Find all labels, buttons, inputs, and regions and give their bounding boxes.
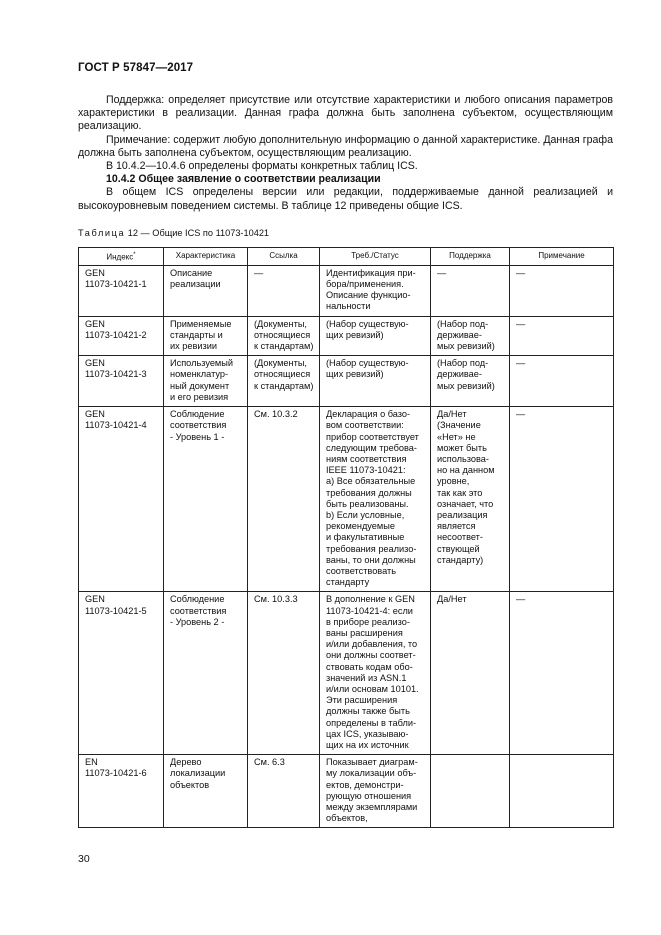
cell-reference: См. 10.3.2 (248, 407, 320, 592)
cell-characteristic: Дерево локализации объектов (164, 755, 248, 828)
section-paragraph: В общем ICS определены версии или редакции, поддерживаемые данной реализацией и высокоуровневым поведением системы. В таблице 12 приведены общие ICS. (78, 186, 613, 212)
cell-index: EN 11073-10421-6 (79, 755, 164, 828)
cell-characteristic: Соблюдение соответствия - Уровень 1 - (164, 407, 248, 592)
cell-support (431, 755, 510, 828)
column-header-reference: Ссылка (248, 248, 320, 266)
table-row (79, 265, 614, 316)
cell-reference: См. 10.3.3 (248, 592, 320, 755)
column-header-status: Треб./Статус (320, 248, 431, 266)
cell-index: GEN 11073-10421-1 (79, 265, 164, 316)
cell-status: Декларация о базо- вом соответствии: прибор соответствует следующим требова- ниям соответствия IEEE 11073-10421: a) Все обязательные требования должны быть реализованы. b) Если условные, рекомендуемые и факультативные требования реализо- ваны, то они должны соответствовать стандарту (320, 407, 431, 592)
cell-reference: (Документы, относящиеся к стандартам) (248, 356, 320, 407)
cell-index: GEN 11073-10421-2 (79, 316, 164, 356)
page-number: 30 (78, 853, 90, 865)
table-row (79, 592, 614, 755)
cell-characteristic: Применяемые стандарты и их ревизии (164, 316, 248, 356)
cell-reference: См. 6.3 (248, 755, 320, 828)
ics-table (78, 247, 614, 828)
paragraph-support: Поддержка: определяет присутствие или отсутствие характеристики и любого описания параметров характеристики в реализации. Данная графа должна быть заполнена субъектом, осуществляющим реализацию. (78, 94, 613, 133)
paragraph-note: Примечание: содержит любую дополнительную информацию о данной характеристике. Данная графа должна быть заполнена субъектом, осуществляющим реализацию. (78, 133, 613, 159)
cell-reference: — (248, 265, 320, 316)
body-text (78, 94, 613, 213)
cell-support: (Набор под- держивае- мых ревизий) (431, 356, 510, 407)
cell-note: — (510, 265, 614, 316)
cell-support: Да/Нет (Значение «Нет» не может быть использова- но на данном уровне, так как это означает, что реализация является несоответ- ствующей стандарту) (431, 407, 510, 592)
cell-status: (Набор существую- щих ревизий) (320, 356, 431, 407)
table-row (79, 356, 614, 407)
table-caption-word: Таблица (78, 228, 126, 238)
paragraph-formats: В 10.4.2—10.4.6 определены форматы конкретных таблиц ICS. (106, 160, 418, 173)
cell-characteristic: Описание реализации (164, 265, 248, 316)
table-row (79, 316, 614, 356)
column-header-characteristic: Характеристика (164, 248, 248, 266)
cell-status: Показывает диаграм- му локализации объ- ектов, демонстри- рующую отношения между экземплярами объектов, (320, 755, 431, 828)
cell-status: Идентификация при- бора/применения. Описание функцио- нальности (320, 265, 431, 316)
section-heading: 10.4.2 Общее заявление о соответствии реализации (106, 173, 381, 186)
cell-characteristic: Соблюдение соответствия - Уровень 2 - (164, 592, 248, 755)
cell-note: — (510, 407, 614, 592)
cell-support: (Набор под- держивае- мых ревизий) (431, 316, 510, 356)
cell-reference: (Документы, относящиеся к стандартам) (248, 316, 320, 356)
cell-status: (Набор существую- щих ревизий) (320, 316, 431, 356)
table-row (79, 755, 614, 828)
cell-status: В дополнение к GEN 11073-10421-4: если в приборе реализо- ваны расширения и/или добавления, то они должны соответ- ствовать кодам обо- значений из ASN.1 и/или основам 10101. Эти расширения должны также быть определены в табли- цах ICS, указываю- щих на их источник (320, 592, 431, 755)
column-header-index: Индекс* (79, 248, 164, 266)
cell-characteristic: Используемый номенклатур- ный документ и его ревизия (164, 356, 248, 407)
cell-note: — (510, 592, 614, 755)
cell-support: — (431, 265, 510, 316)
cell-note: — (510, 316, 614, 356)
cell-index: GEN 11073-10421-5 (79, 592, 164, 755)
table-header-row (79, 248, 614, 266)
cell-note: — (510, 356, 614, 407)
column-header-note: Примечание (510, 248, 614, 266)
cell-note (510, 755, 614, 828)
table-row (79, 407, 614, 592)
table-caption-text: 12 — Общие ICS по 11073-10421 (125, 228, 270, 238)
column-header-support: Поддержка (431, 248, 510, 266)
footnote-mark: * (133, 252, 136, 258)
table-caption (78, 228, 269, 238)
cell-index: GEN 11073-10421-3 (79, 356, 164, 407)
cell-support: Да/Нет (431, 592, 510, 755)
document-header: ГОСТ Р 57847—2017 (78, 62, 194, 74)
cell-index: GEN 11073-10421-4 (79, 407, 164, 592)
